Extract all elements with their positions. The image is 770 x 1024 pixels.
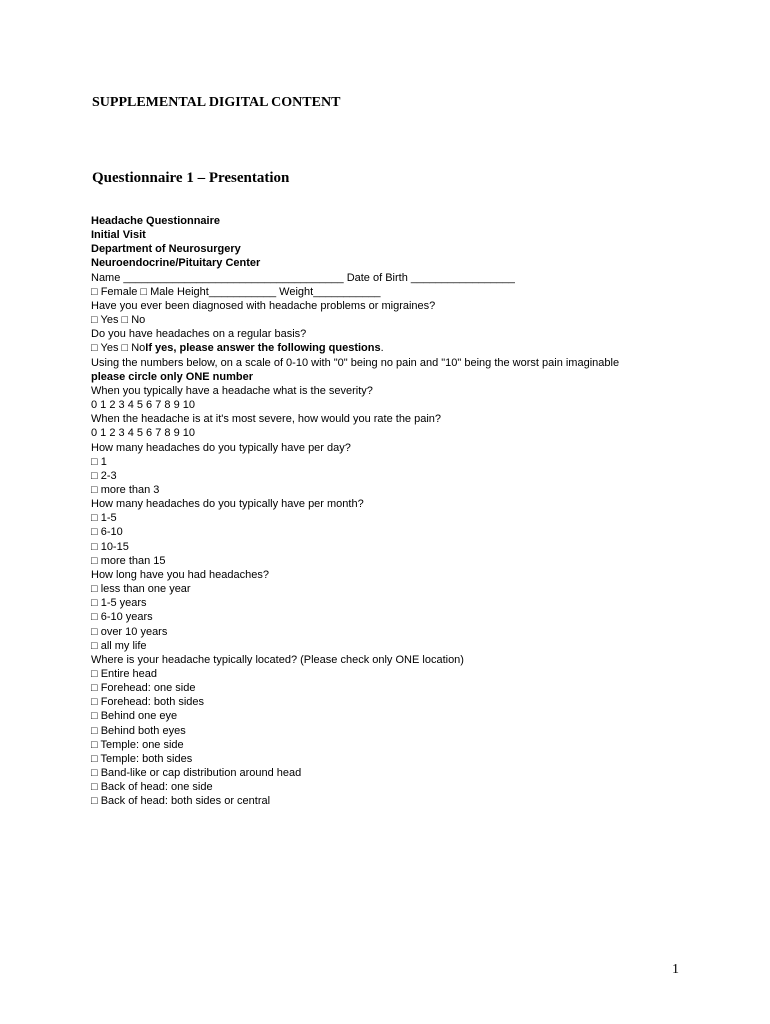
option-temple-both-sides: □ Temple: both sides bbox=[91, 752, 193, 765]
if-yes-instruction: If yes, please answer the following questions bbox=[145, 342, 381, 355]
form-center: Neuroendocrine/Pituitary Center bbox=[91, 257, 261, 270]
scale-intro: Using the numbers below, on a scale of 0-10 with "0" being no pain and "10" being the worst pain imaginable bbox=[91, 356, 620, 369]
answer-yes-no-2: □ Yes □ No bbox=[91, 342, 146, 355]
option-per-day-1: □ 1 bbox=[91, 455, 107, 468]
question-how-long: How long have you had headaches? bbox=[91, 568, 269, 581]
option-less-than-one-year: □ less than one year bbox=[91, 583, 191, 596]
questionnaire-title: Questionnaire 1 – Presentation bbox=[92, 170, 290, 186]
option-per-day-more-than-3: □ more than 3 bbox=[91, 483, 160, 496]
question-per-month: How many headaches do you typically have per month? bbox=[91, 498, 364, 511]
option-behind-one-eye: □ Behind one eye bbox=[91, 710, 178, 723]
sex-height-weight-line: □ Female □ Male Height___________ Weight___________ bbox=[91, 285, 381, 298]
question-severity: When you typically have a headache what is the severity? bbox=[91, 384, 373, 397]
option-all-my-life: □ all my life bbox=[91, 639, 147, 652]
option-6-10-years: □ 6-10 years bbox=[91, 611, 153, 624]
form-visit: Initial Visit bbox=[91, 229, 146, 242]
option-per-month-more-than-15: □ more than 15 bbox=[91, 554, 166, 567]
option-forehead-one-side: □ Forehead: one side bbox=[91, 682, 196, 695]
option-per-month-6-10: □ 6-10 bbox=[91, 526, 123, 539]
question-regular-basis: Do you have headaches on a regular basis? bbox=[91, 328, 307, 341]
questionnaire-body bbox=[91, 214, 631, 809]
option-per-month-1-5: □ 1-5 bbox=[91, 512, 117, 525]
name-dob-line: Name ____________________________________ Date of Birth _________________ bbox=[91, 271, 515, 284]
pain-scale-1: 0 1 2 3 4 5 6 7 8 9 10 bbox=[91, 399, 195, 412]
question-location: Where is your headache typically located? (Please check only ONE location) bbox=[91, 653, 464, 666]
if-yes-period: . bbox=[380, 342, 384, 355]
option-band-like: □ Band-like or cap distribution around head bbox=[91, 767, 302, 780]
answer-yes-no-if-yes bbox=[91, 341, 631, 355]
option-back-of-head-both-sides: □ Back of head: both sides or central bbox=[91, 795, 271, 808]
option-back-of-head-one-side: □ Back of head: one side bbox=[91, 781, 213, 794]
question-per-day: How many headaches do you typically have per day? bbox=[91, 441, 351, 454]
supplemental-heading: SUPPLEMENTAL DIGITAL CONTENT bbox=[92, 95, 341, 110]
pain-scale-2: 0 1 2 3 4 5 6 7 8 9 10 bbox=[91, 427, 195, 440]
option-over-10-years: □ over 10 years bbox=[91, 625, 168, 638]
option-temple-one-side: □ Temple: one side bbox=[91, 738, 184, 751]
option-1-5-years: □ 1-5 years bbox=[91, 597, 147, 610]
option-forehead-both-sides: □ Forehead: both sides bbox=[91, 696, 205, 709]
question-most-severe: When the headache is at it's most severe, how would you rate the pain? bbox=[91, 413, 442, 426]
form-department: Department of Neurosurgery bbox=[91, 243, 241, 256]
page-number: 1 bbox=[672, 962, 679, 977]
option-behind-both-eyes: □ Behind both eyes bbox=[91, 724, 186, 737]
answer-yes-no: □ Yes □ No bbox=[91, 314, 146, 327]
form-title: Headache Questionnaire bbox=[91, 215, 220, 227]
option-per-month-10-15: □ 10-15 bbox=[91, 540, 129, 553]
question-diagnosed: Have you ever been diagnosed with headache problems or migraines? bbox=[91, 299, 436, 312]
option-per-day-2-3: □ 2-3 bbox=[91, 469, 117, 482]
option-entire-head: □ Entire head bbox=[91, 668, 157, 680]
circle-one-instruction: please circle only ONE number bbox=[91, 370, 254, 383]
